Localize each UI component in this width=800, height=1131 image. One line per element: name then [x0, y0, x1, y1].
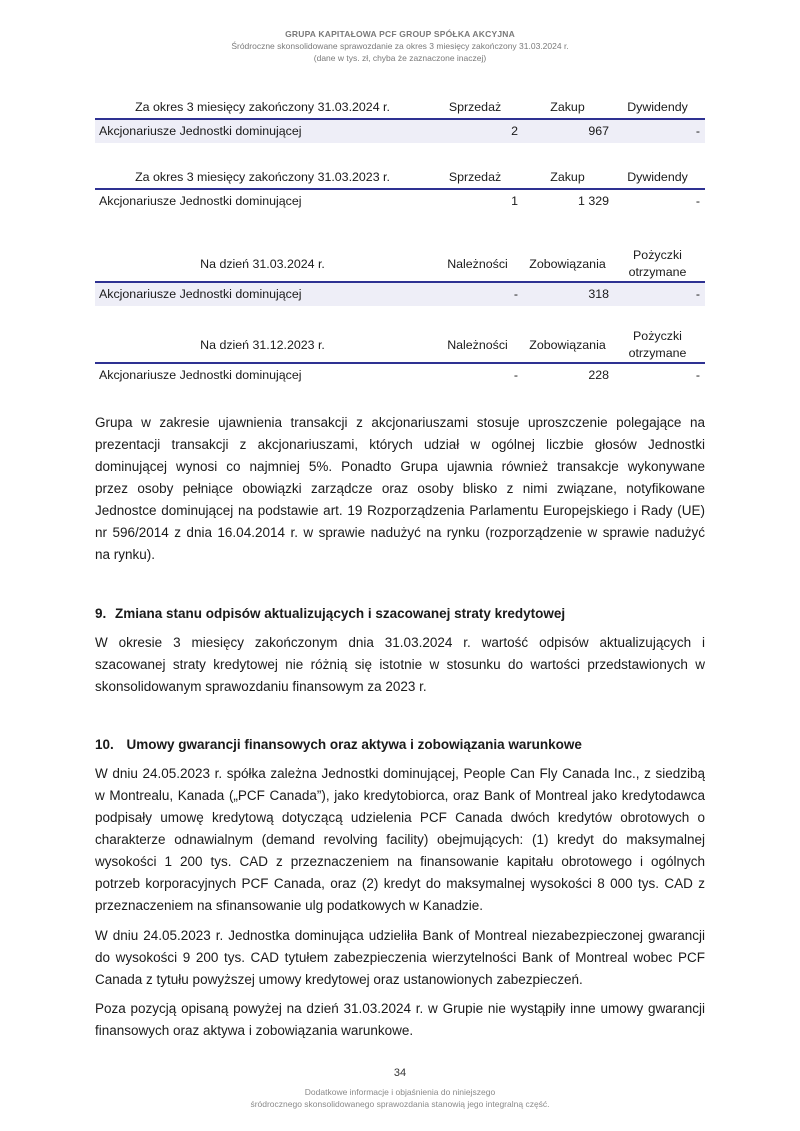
col-dividends-header: Dywidendy — [627, 170, 688, 184]
section-10-title: Umowy gwarancji finansowych oraz aktywa i zobowiązania warunkowe — [126, 737, 582, 752]
col-receivables-header: Należności — [447, 338, 508, 352]
col-liabilities-header: Zobowiązania — [529, 257, 606, 271]
paragraph-line: nr 596/2014 z dnia 16.04.2014 r. w sprawie nadużyć na rynku (rozporządzenie w sprawie nadużyć — [95, 525, 705, 540]
footer-line-2: śródrocznego skonsolidowanego sprawozdania stanowią jego integralną część. — [250, 1099, 550, 1109]
section-9-heading — [95, 606, 565, 621]
paragraph-line: Canada z tytułu powyższej umowy kredytowej oraz ustanowionych zabezpieczeń. — [95, 972, 583, 987]
paragraph-line: skonsolidowanym sprawozdaniu finansowym za 2023 r. — [95, 679, 427, 694]
paragraph-line: W dniu 24.05.2023 r. Jednostka dominująca udzieliła Bank of Montreal niezabezpieczonej gwarancji — [95, 928, 705, 943]
paragraph-line: podpisały umowę kredytową dotyczącą udzielenia PCF Canada dwóch kredytów obrotowych o — [95, 810, 705, 825]
header-note: (dane w tys. zł, chyba że zaznaczone inaczej) — [313, 53, 487, 63]
row-label: Akcjonariusze Jednostki dominującej — [99, 194, 302, 208]
col-liabilities-header: Zobowiązania — [529, 338, 606, 352]
table-header-row — [95, 167, 705, 190]
paragraph-line: Poza pozycją opisaną powyżej na dzień 31.03.2024 r. w Grupie nie wystąpiły inne umowy gwarancji — [95, 1001, 705, 1016]
section-10-number: 10. — [95, 737, 114, 752]
value-purchase: 1 329 — [577, 194, 609, 208]
paragraph-line: wysokości 1 200 tys. CAD z przeznaczeniem na finansowanie kapitału obrotowego i ogólnych — [95, 854, 705, 869]
section-10-paragraph-3 — [95, 998, 705, 1042]
table-balances-2023 — [95, 326, 705, 387]
col-sales-header: Sprzedaż — [448, 100, 502, 114]
table-period-label: Za okres 3 miesięcy zakończony 31.03.2023 r. — [135, 170, 390, 184]
table-row — [95, 190, 705, 213]
value-sales: 1 — [511, 194, 518, 208]
value-receivables: - — [513, 368, 518, 382]
table-header-row — [95, 326, 705, 364]
table-balances-2024 — [95, 245, 705, 306]
col-loans-header-line1: Pożyczki — [633, 329, 682, 343]
col-sales-header: Sprzedaż — [448, 170, 502, 184]
value-purchase: 967 — [588, 124, 609, 138]
paragraph-line: W dniu 24.05.2023 r. spółka zależna Jednostki dominującej, People Can Fly Canada Inc., z siedzibą — [95, 766, 705, 781]
table-header-row — [95, 97, 705, 120]
col-purchase-header: Zakup — [550, 100, 585, 114]
paragraph-line: finansowych oraz aktywa i zobowiązania warunkowe. — [95, 1023, 414, 1038]
header-company: GRUPA KAPITAŁOWA PCF GROUP SPÓŁKA AKCYJNA — [285, 29, 515, 39]
section-9-number: 9. — [95, 606, 107, 621]
paragraph-line: W okresie 3 miesięcy zakończonym dnia 31.03.2024 r. wartość odpisów aktualizujących i — [95, 635, 705, 650]
col-loans-header-line2: otrzymane — [628, 265, 687, 279]
footer-line-1: Dodatkowe informacje i objaśnienia do niniejszego — [304, 1087, 496, 1097]
value-dividends: - — [695, 194, 700, 208]
section-9-paragraph — [95, 632, 705, 698]
value-liabilities: 318 — [588, 287, 609, 301]
col-purchase-header: Zakup — [550, 170, 585, 184]
value-loans: - — [695, 368, 700, 382]
paragraph-line: Grupa w zakresie ujawnienia transakcji z akcjonariuszami stosuje uproszczenie polegające na — [95, 415, 705, 430]
table-transactions-2024 — [95, 97, 705, 143]
row-label: Akcjonariusze Jednostki dominującej — [99, 368, 302, 382]
paragraph-line: na rynku). — [95, 547, 156, 562]
table-transactions-2023 — [95, 167, 705, 213]
table-period-label: Za okres 3 miesięcy zakończony 31.03.2024 r. — [135, 100, 390, 114]
section-10-paragraph-2 — [95, 925, 705, 991]
col-loans-header-line2: otrzymane — [628, 346, 687, 360]
page-number: 34 — [393, 1067, 407, 1079]
paragraph-line: w Montrealu, Kanada („PCF Canada”), jako kredytobiorca, oraz Bank of Montreal jako kredytodawca — [95, 788, 705, 803]
value-sales: 2 — [511, 124, 518, 138]
paragraph-line: przez osoby pełniące obowiązki zarządcze oraz osoby blisko z nimi związane, notyfikowane — [95, 481, 705, 496]
paragraph-line: Jednostce dominującej na podstawie art. 19 Rozporządzenia Parlamentu Europejskiego i Rady (UE) — [95, 503, 705, 518]
paragraph-line: prezentacji transakcji z akcjonariuszami, których udział w ogólnej liczbie głosów Jednostki — [95, 437, 705, 452]
section-9-title: Zmiana stanu odpisów aktualizujących i szacowanej straty kredytowej — [115, 606, 566, 621]
paragraph-line: przeznaczeniem na sfinansowanie ulg podatkowych w Kanadzie. — [95, 898, 483, 913]
header-subtitle: Śródroczne skonsolidowane sprawozdanie za okres 3 miesięcy zakończony 31.03.2024 r. — [231, 41, 569, 51]
table-period-label: Na dzień 31.03.2024 r. — [200, 257, 325, 271]
table-row — [95, 364, 705, 387]
paragraph-line: potrzeb korporacyjnych PCF Canada, oraz (2) kredyt do maksymalnej wysokości 8 000 tys. CAD z — [95, 876, 705, 891]
section-10-paragraph-1 — [95, 763, 705, 917]
table-header-row — [95, 245, 705, 283]
value-receivables: - — [513, 287, 518, 301]
row-label: Akcjonariusze Jednostki dominującej — [99, 287, 302, 301]
paragraph-line: dominującej wynosi co najmniej 5%. Ponadto Grupa ujawnia również transakcje wykonywane — [95, 459, 705, 474]
table-period-label: Na dzień 31.12.2023 r. — [200, 338, 325, 352]
paragraph-line: szacowanej straty kredytowej nie różnią się istotnie w stosunku do wartości przedstawionych w — [95, 657, 705, 672]
table-row — [95, 283, 705, 306]
col-receivables-header: Należności — [447, 257, 508, 271]
value-dividends: - — [695, 124, 700, 138]
value-loans: - — [695, 287, 700, 301]
paragraph-line: charakterze odnawialnym (demand revolving facility) obejmujących: (1) kredyt do maksymalnej — [95, 832, 705, 847]
related-party-paragraph — [95, 412, 705, 566]
col-loans-header-line1: Pożyczki — [633, 248, 682, 262]
section-10-heading — [95, 737, 582, 752]
paragraph-line: do wysokości 9 200 tys. CAD tytułem zabezpieczenia wierzytelności Bank of Montreal wobec PCF — [95, 950, 705, 965]
table-row — [95, 120, 705, 143]
value-liabilities: 228 — [588, 368, 609, 382]
col-dividends-header: Dywidendy — [627, 100, 688, 114]
row-label: Akcjonariusze Jednostki dominującej — [99, 124, 302, 138]
